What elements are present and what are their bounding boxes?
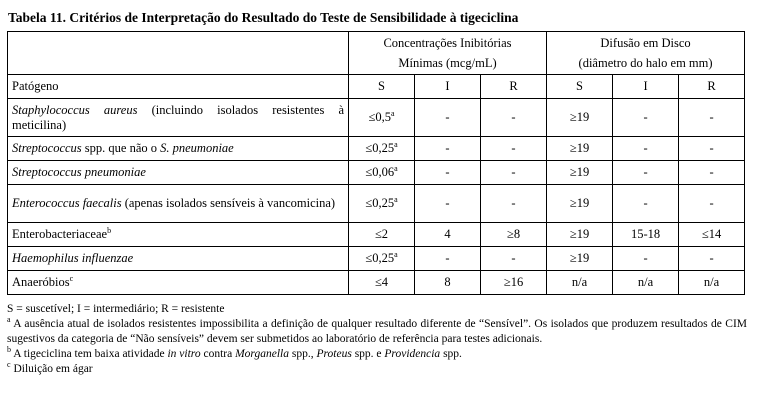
footnote-c-marker: c (7, 360, 11, 370)
mic-i-value (415, 223, 481, 247)
footnote-b-text-4: spp. e (351, 348, 385, 360)
mic-s-value-text: ≤0,5 (368, 110, 391, 124)
disk-i-value-text: - (643, 165, 648, 179)
mic-s-value (349, 223, 415, 247)
disk-s-value-text: n/a (571, 275, 588, 289)
disk-i-value (613, 247, 679, 271)
mic-r-value-text: - (511, 141, 516, 155)
disk-i-value (613, 137, 679, 161)
header-disk-group (547, 32, 745, 75)
table-row (8, 223, 745, 247)
mic-i-value (415, 271, 481, 295)
table-row (8, 185, 745, 223)
mic-r-value (481, 247, 547, 271)
pathogen-footnote-marker: c (69, 273, 74, 283)
footnote-b (7, 347, 747, 362)
mic-footnote-marker: a (394, 249, 398, 259)
mic-i-value-text: 8 (444, 275, 451, 289)
mic-s-value-text: ≤2 (374, 227, 389, 241)
pathogen-name: Staphylococcus aureus (12, 102, 138, 117)
pathogen-name: Anaeróbios (12, 275, 70, 289)
mic-r-value (481, 99, 547, 137)
disk-i-value (613, 161, 679, 185)
mic-r-value (481, 185, 547, 223)
disk-s-value-text: ≥19 (569, 227, 590, 241)
header-col-row (8, 75, 745, 99)
disk-r-value-text: - (709, 165, 714, 179)
footnote-b-text-2: contra (200, 348, 236, 360)
pathogen-cell (8, 223, 349, 247)
disk-i-value-text: - (643, 251, 648, 265)
disk-i-value-text: - (643, 196, 648, 210)
header-disk-s: S (547, 75, 613, 99)
header-disk-line2: (diâmetro do halo em mm) (578, 56, 713, 70)
pathogen-name: Haemophilus influenzae (12, 251, 134, 265)
disk-i-value (613, 223, 679, 247)
table-row (8, 161, 745, 185)
footnote-b-marker: b (7, 345, 11, 355)
pathogen-name: Enterobacteriaceae (12, 227, 108, 241)
mic-s-value (349, 271, 415, 295)
pathogen-name: Streptococcus (12, 141, 82, 155)
mic-r-value-text: ≥8 (506, 227, 521, 241)
disk-i-value-text: - (643, 110, 648, 124)
mic-s-value-text: ≤0,06 (365, 165, 395, 179)
header-mic-s: S (349, 75, 415, 99)
footnote-b-italic-2: Morganella (235, 348, 289, 360)
mic-s-value (349, 185, 415, 223)
mic-s-value-text: ≤0,25 (365, 251, 395, 265)
disk-s-value-text: ≥19 (569, 165, 590, 179)
footnote-a-marker: a (7, 315, 11, 325)
mic-r-value-text: - (511, 251, 516, 265)
disk-r-value (679, 271, 745, 295)
header-mic-line1: Concentrações Inibitórias (383, 36, 512, 50)
header-mic-line2: Mínimas (mcg/mL) (398, 56, 497, 70)
disk-i-value (613, 99, 679, 137)
table-row (8, 271, 745, 295)
disk-s-value-text: ≥19 (569, 196, 590, 210)
disk-r-value-text: - (709, 141, 714, 155)
header-mic-i: I (415, 75, 481, 99)
disk-r-value (679, 247, 745, 271)
footnote-c-text: Diluição em ágar (10, 363, 93, 375)
footnote-b-text-5: spp. (440, 348, 462, 360)
pathogen-qualifier: (incluindo isolados resistentes à meticilina) (12, 102, 344, 132)
disk-s-value (547, 161, 613, 185)
disk-s-value-text: ≥19 (569, 141, 590, 155)
pathogen-cell (8, 161, 349, 185)
mic-i-value-text: - (445, 165, 450, 179)
mic-r-value-text: - (511, 110, 516, 124)
footnotes (7, 302, 747, 377)
mic-s-value (349, 137, 415, 161)
disk-s-value-text: ≥19 (569, 110, 590, 124)
disk-r-value (679, 223, 745, 247)
disk-s-value (547, 99, 613, 137)
mic-s-value-text: ≤0,25 (365, 141, 395, 155)
footnote-b-italic-3: Proteus (316, 348, 352, 360)
mic-footnote-marker: a (390, 108, 395, 118)
mic-i-value (415, 185, 481, 223)
disk-s-value (547, 185, 613, 223)
disk-r-value-text: - (709, 251, 714, 265)
disk-s-value (547, 137, 613, 161)
header-disk-line1: Difusão em Disco (600, 36, 691, 50)
pathogen-cell (8, 271, 349, 295)
pathogen-name: Enterococcus faecalis (12, 196, 122, 210)
table-body (8, 99, 745, 295)
mic-r-value-text: - (511, 165, 516, 179)
pathogen-qualifier: spp. que não o (81, 141, 161, 155)
disk-r-value (679, 185, 745, 223)
mic-r-value (481, 271, 547, 295)
header-disk-i: I (613, 75, 679, 99)
disk-s-value-text: ≥19 (569, 251, 590, 265)
disk-i-value (613, 185, 679, 223)
header-group-row (8, 32, 745, 75)
disk-r-value (679, 161, 745, 185)
mic-r-value-text: - (511, 196, 516, 210)
mic-s-value-text: ≤0,25 (365, 196, 395, 210)
mic-i-value-text: - (445, 196, 450, 210)
disk-r-value (679, 99, 745, 137)
pathogen-cell (8, 247, 349, 271)
disk-r-value-text: - (709, 196, 714, 210)
mic-i-value (415, 137, 481, 161)
header-disk-r: R (679, 75, 745, 99)
disk-r-value-text: - (709, 110, 714, 124)
pathogen-qualifier: (apenas isolados sensíveis à vancomicina) (121, 196, 336, 210)
mic-footnote-marker: a (394, 163, 398, 173)
disk-i-value (613, 271, 679, 295)
mic-r-value (481, 161, 547, 185)
header-pathogen: Patógeno (8, 75, 349, 99)
disk-i-value-text: n/a (637, 275, 654, 289)
header-empty-cell (8, 32, 349, 75)
mic-s-value-text: ≤4 (374, 275, 389, 289)
footnote-a-text: A ausência atual de isolados resistentes impossibilita a definição de qualquer resultado diferente de “Sensível”. Os isolados que produzem resultados de CIM sugestivos da categoria de “Não sensíveis” devem ser submetidos ao laboratório de referência para testes adicionais. (7, 318, 747, 345)
table-title: Tabela 11. Critérios de Interpretação do Resultado do Teste de Sensibilidade à tigeciclina (8, 10, 519, 25)
disk-i-value-text: - (643, 141, 648, 155)
mic-i-value (415, 99, 481, 137)
footnote-b-italic-4: Providencia (384, 348, 441, 360)
mic-s-value (349, 247, 415, 271)
mic-i-value-text: - (445, 251, 450, 265)
mic-s-value (349, 99, 415, 137)
disk-s-value (547, 271, 613, 295)
pathogen-cell (8, 137, 349, 161)
disk-r-value-text: n/a (703, 275, 720, 289)
table-row (8, 99, 745, 137)
mic-i-value-text: 4 (444, 227, 451, 241)
mic-r-value (481, 223, 547, 247)
pathogen-footnote-marker: b (107, 225, 112, 235)
legend-note: S = suscetível; I = intermediário; R = resistente (7, 303, 225, 315)
pathogen-qualifier-italic: S. pneumoniae (160, 141, 234, 155)
mic-r-value (481, 137, 547, 161)
mic-i-value-text: - (445, 141, 450, 155)
mic-footnote-marker: a (394, 139, 398, 149)
mic-footnote-marker: a (394, 194, 398, 204)
mic-i-value (415, 161, 481, 185)
footnote-b-text-3: spp., (288, 348, 317, 360)
mic-r-value-text: ≥16 (503, 275, 524, 289)
footnote-b-text: A tigeciclina tem baixa atividade (11, 348, 168, 360)
disk-r-value-text: ≤14 (701, 227, 722, 241)
pathogen-cell (8, 99, 349, 137)
disk-i-value-text: 15-18 (630, 227, 661, 241)
pathogen-name: Streptococcus pneumoniae (12, 165, 146, 179)
disk-r-value (679, 137, 745, 161)
mic-i-value-text: - (445, 110, 450, 124)
footnote-c (7, 362, 747, 377)
disk-s-value (547, 223, 613, 247)
susceptibility-table (7, 31, 745, 295)
footnote-b-italic-1: in vitro (167, 348, 201, 360)
header-mic-r: R (481, 75, 547, 99)
mic-i-value (415, 247, 481, 271)
pathogen-cell (8, 185, 349, 223)
table-row (8, 137, 745, 161)
footnote-a (7, 317, 747, 347)
disk-s-value (547, 247, 613, 271)
header-mic-group (349, 32, 547, 75)
mic-s-value (349, 161, 415, 185)
table-row (8, 247, 745, 271)
